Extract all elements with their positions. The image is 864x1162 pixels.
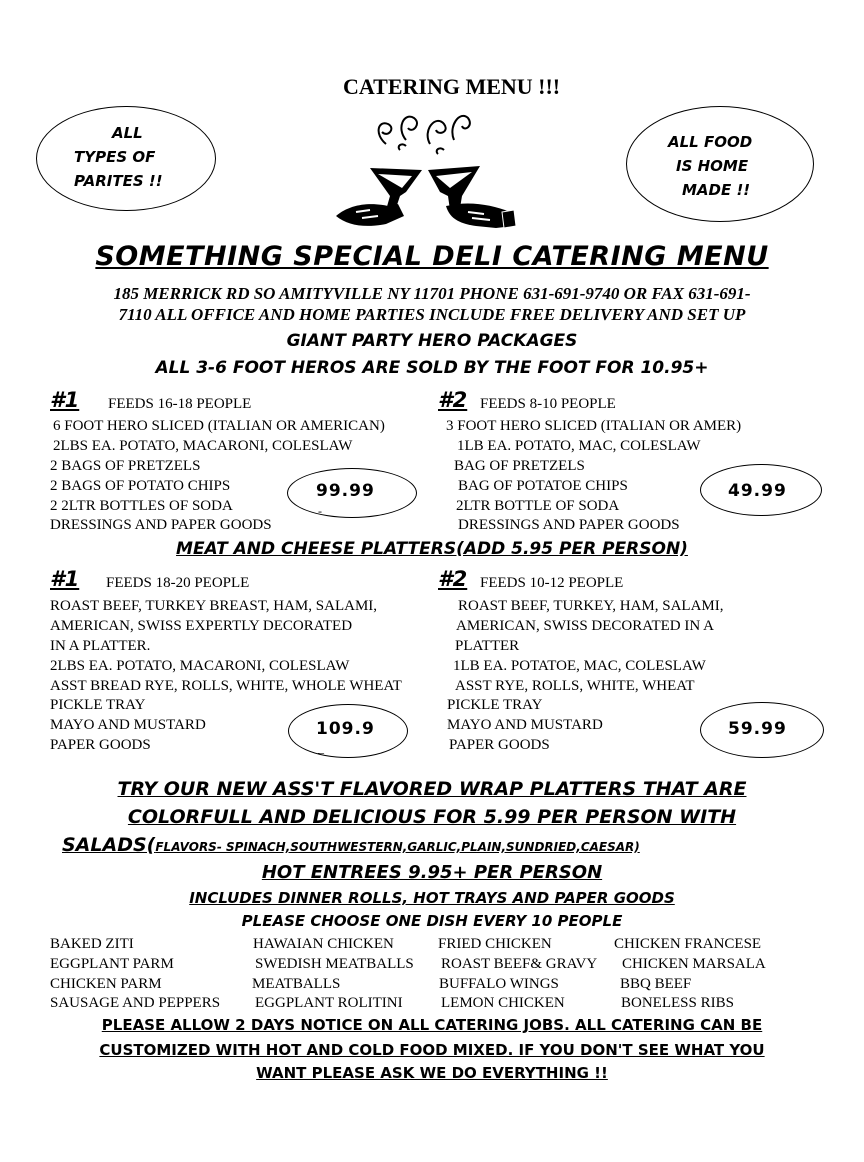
dish-item: MEATBALLS (252, 976, 341, 992)
hot-includes: INCLUDES DINNER ROLLS, HOT TRAYS AND PAPER GOODS (189, 889, 675, 907)
platter-pkg2-item: ROAST BEEF, TURKEY, HAM, SALAMI, (458, 598, 724, 614)
hero-pkg2-item: 3 FOOT HERO SLICED (ITALIAN OR AMER) (446, 418, 742, 434)
platter-pkg1-item: ROAST BEEF, TURKEY BREAST, HAM, SALAMI, (50, 598, 378, 614)
wraps-line-1: TRY OUR NEW ASS'T FLAVORED WRAP PLATTERS THAT ARE (117, 778, 747, 800)
hero-pkg1-dash: - (318, 504, 322, 518)
right-oval-line-2: IS HOME (676, 157, 749, 175)
hero-pkg2-item: BAG OF PRETZELS (454, 458, 585, 474)
hero-pkg1-feeds: FEEDS 16-18 PEOPLE (108, 396, 252, 412)
dish-item: CHICKEN PARM (50, 976, 162, 992)
wraps-flavors-list: FLAVORS- SPINACH,SOUTHWESTERN,GARLIC,PLAIN,SUNDRIED,CAESAR) (155, 840, 640, 854)
platter-pkg1-dash: _ (318, 741, 324, 755)
hero-pkg2-item: BAG OF POTATOE CHIPS (458, 478, 628, 494)
dish-item: HAWAIAN CHICKEN (253, 936, 394, 952)
platter-pkg2-item: ASST RYE, ROLLS, WHITE, WHEAT (455, 678, 695, 694)
wraps-line-3 (62, 834, 640, 856)
footer-line-1: PLEASE ALLOW 2 DAYS NOTICE ON ALL CATERING JOBS. ALL CATERING CAN BE (101, 1016, 763, 1034)
dish-item: SWEDISH MEATBALLS (255, 956, 414, 972)
platter-pkg2-number: #2 (438, 567, 468, 591)
hero-pkg1-item: 2LBS EA. POTATO, MACARONI, COLESLAW (53, 438, 353, 454)
platter-pkg2-price: 59.99 (728, 719, 787, 739)
dish-item: BUFFALO WINGS (439, 976, 559, 992)
left-oval-line-2: TYPES OF (74, 148, 156, 166)
platters-heading: MEAT AND CHEESE PLATTERS(ADD 5.95 PER PERSON) (176, 539, 688, 559)
hot-heading: HOT ENTREES 9.95+ PER PERSON (261, 862, 603, 883)
dish-item: BONELESS RIBS (621, 995, 734, 1011)
dish-item: ROAST BEEF& GRAVY (441, 956, 598, 972)
platter-pkg1-item: PICKLE TRAY (50, 697, 146, 713)
dish-item: CHICKEN FRANCESE (614, 936, 762, 952)
platter-pkg1-price: 109.9 (316, 719, 375, 739)
address-line-1: 185 MERRICK RD SO AMITYVILLE NY 11701 PHONE 631-691-9740 OR FAX 631-691- (113, 284, 751, 303)
platter-pkg1-feeds: FEEDS 18-20 PEOPLE (106, 575, 250, 591)
platter-pkg2-item: AMERICAN, SWISS DECORATED IN A (456, 618, 714, 634)
footer-line-3: WANT PLEASE ASK WE DO EVERYTHING !! (256, 1064, 608, 1082)
hot-choose: PLEASE CHOOSE ONE DISH EVERY 10 PEOPLE (241, 912, 623, 930)
platter-pkg1-item: IN A PLATTER. (50, 638, 151, 654)
hero-pkg2-item: 1LB EA. POTATO, MAC, COLESLAW (457, 438, 701, 454)
right-oval-line-1: ALL FOOD (668, 133, 753, 151)
platter-pkg1-item: AMERICAN, SWISS EXPERTLY DECORATED (50, 618, 353, 634)
hero-pkg2-item: DRESSINGS AND PAPER GOODS (458, 517, 680, 533)
platter-pkg2-item: PAPER GOODS (449, 737, 550, 753)
dish-item: EGGPLANT ROLITINI (255, 995, 403, 1011)
hero-pkg2-item: 2LTR BOTTLE OF SODA (456, 498, 620, 514)
dish-item: SAUSAGE AND PEPPERS (50, 995, 221, 1011)
hero-pkg1-number: #1 (50, 388, 80, 412)
wraps-salads-label: SALADS( (62, 834, 156, 856)
footer-line-2: CUSTOMIZED WITH HOT AND COLD FOOD MIXED. IF YOU DON'T SEE WHAT YOU (99, 1041, 765, 1059)
left-oval-line-1: ALL (112, 124, 143, 142)
platter-pkg1-item: 2LBS EA. POTATO, MACARONI, COLESLAW (50, 658, 350, 674)
platter-pkg2-item: MAYO AND MUSTARD (447, 717, 603, 733)
hero-pkg1-item: DRESSINGS AND PAPER GOODS (50, 517, 272, 533)
platter-pkg2-item: 1LB EA. POTATOE, MAC, COLESLAW (453, 658, 706, 674)
hero-subheading: ALL 3-6 FOOT HEROS ARE SOLD BY THE FOOT FOR 10.95+ (155, 358, 709, 378)
hero-pkg2-price: 49.99 (728, 481, 787, 501)
platter-pkg1-item: ASST BREAD RYE, ROLLS, WHITE, WHOLE WHEAT (50, 678, 402, 694)
platter-pkg1-number: #1 (50, 567, 80, 591)
left-oval-line-3: PARITES !! (74, 172, 163, 190)
dish-item: LEMON CHICKEN (441, 995, 565, 1011)
hero-pkg2-feeds: FEEDS 8-10 PEOPLE (480, 396, 616, 412)
hero-pkg1-item: 2 BAGS OF POTATO CHIPS (50, 478, 231, 494)
hero-pkg1-price: 99.99 (316, 481, 375, 501)
dish-item: EGGPLANT PARM (50, 956, 174, 972)
platter-pkg2-feeds: FEEDS 10-12 PEOPLE (480, 575, 624, 591)
hero-pkg1-item: 6 FOOT HERO SLICED (ITALIAN OR AMERICAN) (53, 418, 385, 434)
hero-pkg1-item: 2 BAGS OF PRETZELS (50, 458, 201, 474)
platter-pkg2-item: PLATTER (455, 638, 520, 654)
main-title: SOMETHING SPECIAL DELI CATERING MENU (95, 241, 769, 272)
dish-item: BBQ BEEF (620, 976, 692, 992)
hero-pkg1-item: 2 2LTR BOTTLES OF SODA (50, 498, 233, 514)
dish-item: BAKED ZITI (50, 936, 134, 952)
dish-item: FRIED CHICKEN (438, 936, 552, 952)
wraps-line-2: COLORFULL AND DELICIOUS FOR 5.99 PER PERSON WITH (127, 806, 737, 828)
catering-menu-title: CATERING MENU !!! (343, 74, 561, 99)
platter-pkg1-item: MAYO AND MUSTARD (50, 717, 206, 733)
dish-item: CHICKEN MARSALA (622, 956, 766, 972)
platter-pkg2-item: PICKLE TRAY (447, 697, 543, 713)
hero-heading: GIANT PARTY HERO PACKAGES (286, 331, 578, 351)
platter-pkg1-item: PAPER GOODS (50, 737, 151, 753)
right-oval-line-3: MADE !! (682, 181, 751, 199)
address-line-2: 7110 ALL OFFICE AND HOME PARTIES INCLUDE FREE DELIVERY AND SET UP (118, 305, 746, 324)
toasting-glasses-icon (326, 104, 522, 236)
hero-pkg2-number: #2 (438, 388, 468, 412)
